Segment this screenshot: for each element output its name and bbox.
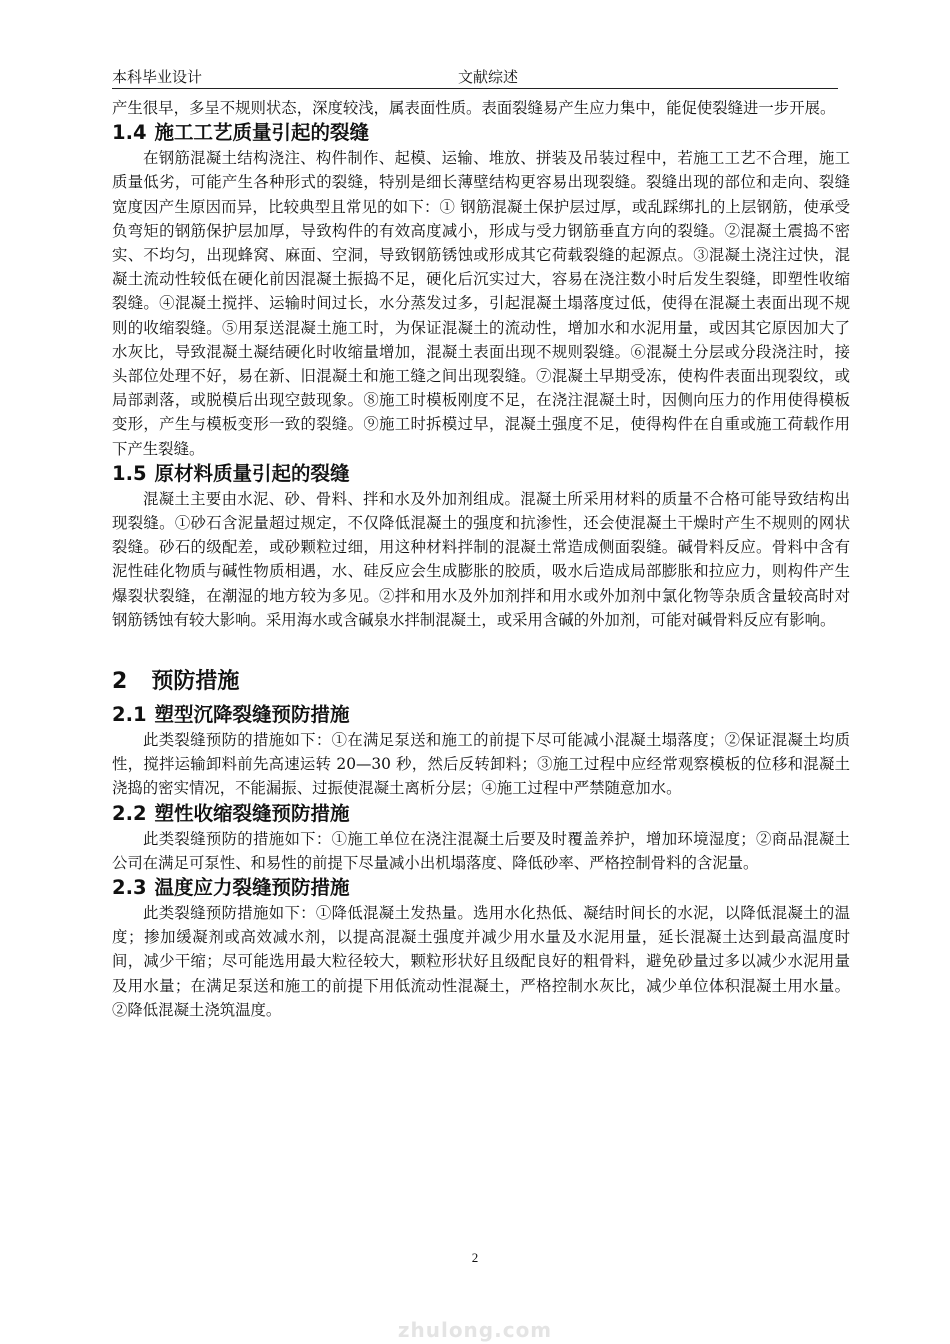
paragraph-2-1: 此类裂缝预防的措施如下：①在满足泵送和施工的前提下尽可能减小混凝土塌落度；②保证混凝土均质性，搅拌运输卸料前先高速运转 20—30 秒，然后反转卸料；③施工过程中应经常观察模板的位移和混凝土浇捣的密实情况，不能漏振、过振使混凝土离析分层；④施工过程中严禁随意加水。 bbox=[112, 731, 850, 798]
section-number: 2.1 bbox=[112, 703, 147, 727]
section-number: 1.5 bbox=[112, 461, 147, 485]
paragraph-2-2: 此类裂缝预防的措施如下：①施工单位在浇注混凝土后要及时覆盖养护，增加环境湿度；②商品混凝土公司在满足可泵性、和易性的前提下尽量减小出机塌落度、降低砂率、严格控制骨料的含泥量。 bbox=[112, 829, 850, 872]
paragraph-1-4: 在钢筋混凝土结构浇注、构件制作、起模、运输、堆放、拼装及吊装过程中，若施工工艺不合理，施工质量低劣，可能产生各种形式的裂缝，特别是细长薄壁结构更容易出现裂缝。裂缝出现的部位和走向、裂缝宽度因产生原因而异，比较典型且常见的如下：① 钢筋混凝土保护层过厚，或乱踩绑扎的上层钢筋，使承受负弯矩的钢筋保护层加厚，导致构件的有效高度减小，形成与受力钢筋垂直方向的裂缝。②混凝土震捣不密实、不均匀，出现蜂窝、麻面、空洞，导致钢筋锈蚀或形成其它荷载裂缝的起源点。③混凝土浇注过快，混凝土流动性较低在硬化前因混凝土振捣不足，硬化后沉实过大，容易在浇注数小时后发生裂缝，即塑性收缩裂缝。④混凝土搅拌、运输时间过长，水分蒸发过多，引起混凝土塌落度过低，使得在混凝土表面出现不规则的收缩裂缝。⑤用泵送混凝土施工时，为保证混凝土的流动性，增加水和水泥用量，或因其它原因加大了水灰比，导致混凝土凝结硬化时收缩量增加，混凝土表面出现不规则裂缝。⑥混凝土分层或分段浇注时，接头部位处理不好，易在新、旧混凝土和施工缝之间出现裂缝。⑦混凝土早期受冻，使构件表面出现裂纹，或局部剥落，或脱模后出现空鼓现象。⑧施工时模板刚度不足，在浇注混凝土时，因侧向压力的作用使得模板变形，产生与模板变形一致的裂缝。⑨施工时拆模过早，混凝土强度不足，使得构件在自重或施工荷载作用下产生裂缝。 bbox=[112, 149, 850, 458]
chapter-number: 2 bbox=[112, 669, 128, 695]
document-body bbox=[112, 96, 850, 1022]
chapter-title: 预防措施 bbox=[151, 669, 240, 695]
section-heading-2-1 bbox=[112, 702, 850, 728]
page-header bbox=[112, 64, 838, 89]
page-number: 2 bbox=[471, 1250, 479, 1265]
section-title: 施工工艺质量引起的裂缝 bbox=[154, 121, 370, 145]
section-heading-1-5 bbox=[112, 461, 850, 487]
section-title: 塑型沉降裂缝预防措施 bbox=[154, 703, 350, 727]
section-number: 2.2 bbox=[112, 801, 147, 825]
header-left-text: 本科毕业设计 bbox=[112, 68, 203, 86]
section-number: 1.4 bbox=[112, 121, 147, 145]
section-number: 2.3 bbox=[112, 876, 147, 900]
section-title: 温度应力裂缝预防措施 bbox=[154, 876, 350, 900]
paragraph-continuation: 产生很早，多呈不规则状态，深度较浅，属表面性质。表面裂缝易产生应力集中，能促使裂缝进一步开展。 bbox=[112, 99, 836, 117]
section-title: 原材料质量引起的裂缝 bbox=[154, 461, 350, 485]
paragraph-1-5: 混凝土主要由水泥、砂、骨料、拌和水及外加剂组成。混凝土所采用材料的质量不合格可能导致结构出现裂缝。①砂石含泥量超过规定，不仅降低混凝土的强度和抗渗性，还会使混凝土干燥时产生不规则的网状裂缝。砂石的级配差，或砂颗粒过细，用这种材料拌制的混凝土常造成侧面裂缝。碱骨料反应。骨料中含有泥性硅化物质与碱性物质相遇，水、硅反应会生成膨胀的胶质，吸水后造成局部膨胀和拉应力，则构件产生爆裂状裂缝，在潮湿的地方较为多见。②拌和用水及外加剂拌和用水或外加剂中氯化物等杂质含量较高时对钢筋锈蚀有较大影响。采用海水或含碱泉水拌制混凝土，或采用含碱的外加剂，可能对碱骨料反应有影响。 bbox=[112, 489, 850, 629]
section-heading-2-3 bbox=[112, 875, 850, 901]
section-heading-2-2 bbox=[112, 801, 850, 827]
chapter-heading-2 bbox=[112, 668, 850, 696]
paragraph-2-3: 此类裂缝预防措施如下：①降低混凝土发热量。选用水化热低、凝结时间长的水泥，以降低混凝土的温度；掺加缓凝剂或高效减水剂，以提高混凝土强度并减少用水量及水泥用量，延长混凝土达到最高温度时间，减少干缩；尽可能选用最大粒径较大，颗粒形状好且级配良好的粗骨料，避免砂量过多以减少水泥用量及用水量；在满足泵送和施工的前提下用低流动性混凝土，严格控制水灰比，减少单位体积混凝土用水量。②降低混凝土浇筑温度。 bbox=[112, 904, 850, 1019]
section-title: 塑性收缩裂缝预防措施 bbox=[154, 801, 350, 825]
section-heading-1-4 bbox=[112, 120, 850, 146]
watermark-text: zhulong.com bbox=[397, 1318, 553, 1342]
header-right-text: 文献综述 bbox=[458, 68, 519, 86]
